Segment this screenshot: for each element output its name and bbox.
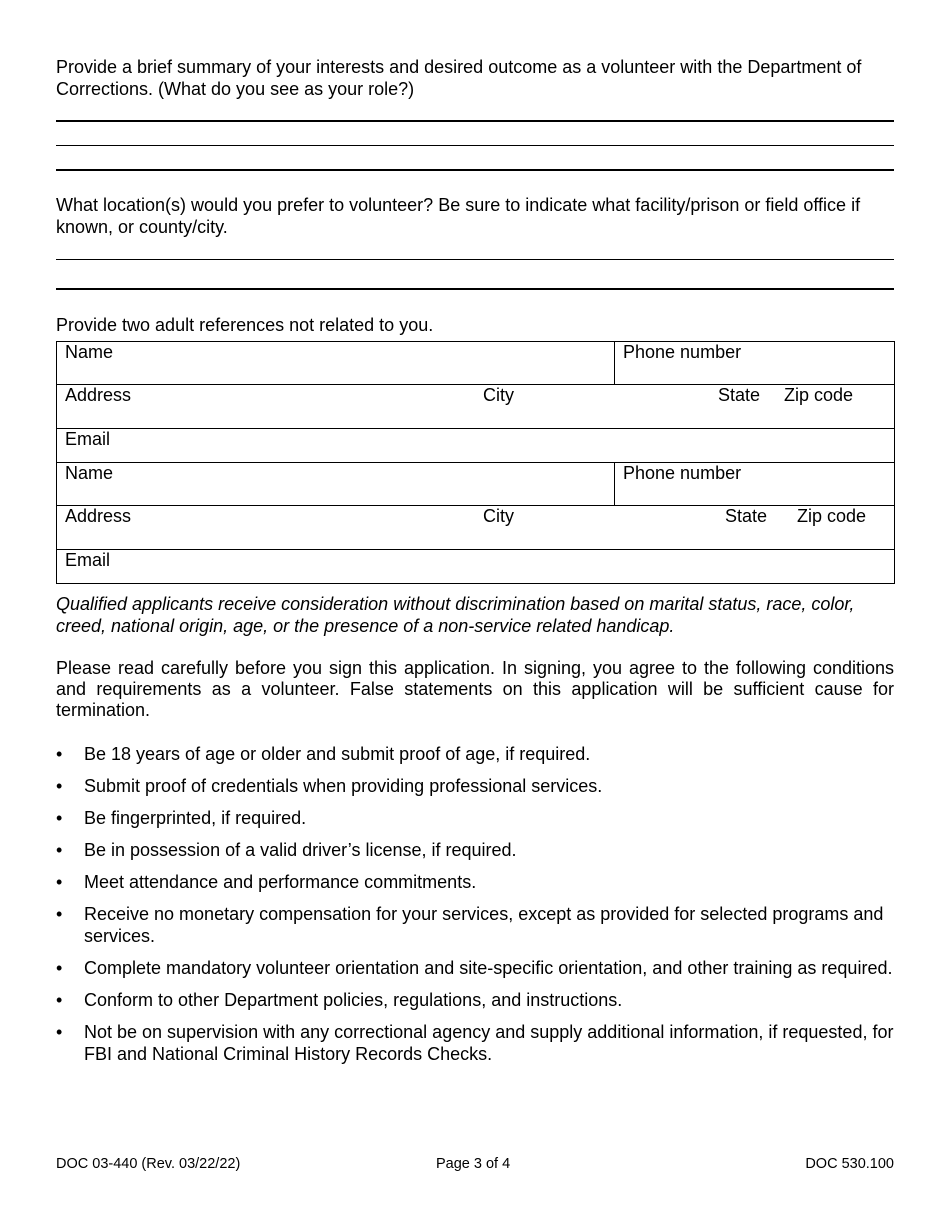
- condition-item: • Meet attendance and performance commitments.: [56, 871, 477, 892]
- bullet-icon: •: [56, 743, 63, 764]
- condition-item: • Complete mandatory volunteer orientation and site-specific orientation, and other training as required.: [56, 957, 893, 978]
- location-answer-line-1[interactable]: [56, 259, 894, 261]
- reference-1-email-row: [57, 428, 895, 462]
- reference-2-city-label: City: [483, 505, 514, 526]
- condition-item: • Be 18 years of age or older and submit proof of age, if required.: [56, 743, 591, 764]
- reference-1-email-field[interactable]: Email: [57, 428, 895, 462]
- reference-2-email-field[interactable]: Email: [57, 549, 895, 583]
- bullet-icon: •: [56, 807, 63, 828]
- condition-item: • Receive no monetary compensation for your services, except as provided for selected programs and services.: [56, 903, 884, 946]
- reference-2-name-row: [57, 462, 895, 505]
- reference-2-zip-label: Zip code: [797, 505, 867, 526]
- bullet-icon: •: [56, 775, 63, 796]
- policy-number: DOC 530.100: [805, 1156, 894, 1172]
- reference-1-address-field[interactable]: [57, 384, 895, 428]
- reference-1-city-label: City: [483, 384, 514, 405]
- signing-intro: Please read carefully before you sign this application. In signing, you agree to the following conditions and requirements as a volunteer. False statements on this application will be sufficient cause for termination.: [56, 657, 894, 720]
- location-answer-line-2[interactable]: [56, 288, 894, 290]
- reference-1-name-row: [57, 341, 895, 384]
- references-table: [56, 341, 895, 584]
- conditions-list: [56, 743, 894, 1065]
- references-heading: Provide two adult references not related to you.: [56, 314, 434, 335]
- bullet-icon: •: [56, 839, 63, 860]
- reference-2-email-row: [57, 549, 895, 583]
- nondiscrimination-notice: Qualified applicants receive consideration without discrimination based on marital status, race, color, creed, national origin, age, or the presence of a non-service related handicap.: [56, 593, 855, 636]
- condition-item: • Not be on supervision with any correctional agency and supply additional information, if requested, for FBI and National Criminal History Records Checks.: [56, 1021, 894, 1064]
- condition-item: • Be in possession of a valid driver’s license, if required.: [56, 839, 517, 860]
- condition-item: • Be fingerprinted, if required.: [56, 807, 307, 828]
- reference-1-name-field[interactable]: Name: [57, 341, 615, 384]
- page-footer: [56, 1156, 894, 1174]
- bullet-icon: •: [56, 957, 63, 978]
- reference-2-state-label: State: [725, 505, 768, 526]
- location-question: What location(s) would you prefer to volunteer? Be sure to indicate what facility/prison or field office if known, or county/city.: [56, 194, 861, 237]
- condition-item: • Conform to other Department policies, regulations, and instructions.: [56, 989, 623, 1010]
- reference-2-address-row: [57, 505, 895, 549]
- reference-1-phone-field[interactable]: Phone number: [615, 341, 895, 384]
- condition-item: • Submit proof of credentials when providing professional services.: [56, 775, 603, 796]
- role-answer-line-3[interactable]: [56, 169, 894, 171]
- reference-1-state-label: State: [718, 384, 761, 405]
- role-answer-line-1[interactable]: [56, 120, 894, 122]
- role-answer-line-2[interactable]: [56, 145, 894, 147]
- reference-2-address-field[interactable]: [57, 505, 895, 549]
- reference-2-name-field[interactable]: Name: [57, 462, 615, 505]
- reference-2-address-label: Address: [65, 505, 132, 526]
- form-page: [56, 56, 894, 1075]
- page-number: Page 3 of 4: [436, 1156, 511, 1172]
- reference-2-phone-field[interactable]: Phone number: [615, 462, 895, 505]
- form-number: DOC 03-440 (Rev. 03/22/22): [56, 1156, 241, 1172]
- role-question: Provide a brief summary of your interests and desired outcome as a volunteer with the Department of Corrections. (What do you see as your role?): [56, 57, 862, 99]
- bullet-icon: •: [56, 903, 63, 924]
- reference-1-address-label: Address: [65, 384, 132, 405]
- bullet-icon: •: [56, 871, 63, 892]
- bullet-icon: •: [56, 989, 63, 1010]
- bullet-icon: •: [56, 1021, 63, 1042]
- reference-1-address-row: [57, 384, 895, 428]
- reference-1-zip-label: Zip code: [784, 384, 854, 405]
